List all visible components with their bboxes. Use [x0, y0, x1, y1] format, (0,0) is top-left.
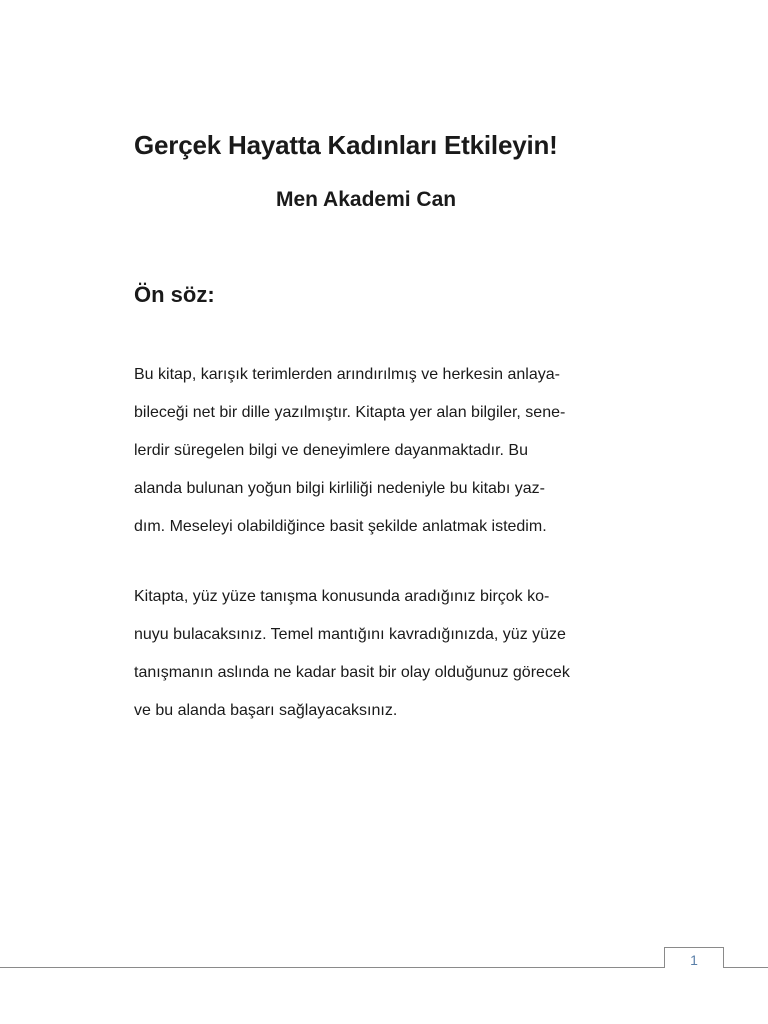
paragraph-line: Kitapta, yüz yüze tanışma konusunda aradığınız birçok ko- [134, 588, 550, 605]
paragraph-1 [134, 356, 565, 546]
paragraph-line: alanda bulunan yoğun bilgi kirliliği nedeniyle bu kitabı yaz- [134, 480, 545, 497]
paragraph-line: lerdir süregelen bilgi ve deneyimlere dayanmaktadır. Bu [134, 442, 528, 459]
paragraph-2 [134, 578, 570, 730]
author-name: Men Akademi Can [276, 188, 457, 211]
page-number: 1 [690, 952, 698, 968]
paragraph-line: bileceği net bir dille yazılmıştır. Kitapta yer alan bilgiler, sene- [134, 404, 566, 421]
section-heading-preface: Ön söz: [134, 282, 215, 307]
paragraph-line: dım. Meseleyi olabildiğince basit şekilde anlatmak istedim. [134, 518, 547, 535]
footer-rule-left [0, 967, 664, 968]
paragraph-line: ve bu alanda başarı sağlayacaksınız. [134, 702, 398, 719]
paragraph-line: nuyu bulacaksınız. Temel mantığını kavradığınızda, yüz yüze [134, 626, 566, 643]
paragraph-line: Bu kitap, karışık terimlerden arındırılmış ve herkesin anlaya- [134, 366, 560, 383]
document-title: Gerçek Hayatta Kadınları Etkileyin! [134, 130, 558, 160]
paragraph-line: tanışmanın aslında ne kadar basit bir olay olduğunuz görecek [134, 664, 570, 681]
footer-rule-right [724, 967, 768, 968]
